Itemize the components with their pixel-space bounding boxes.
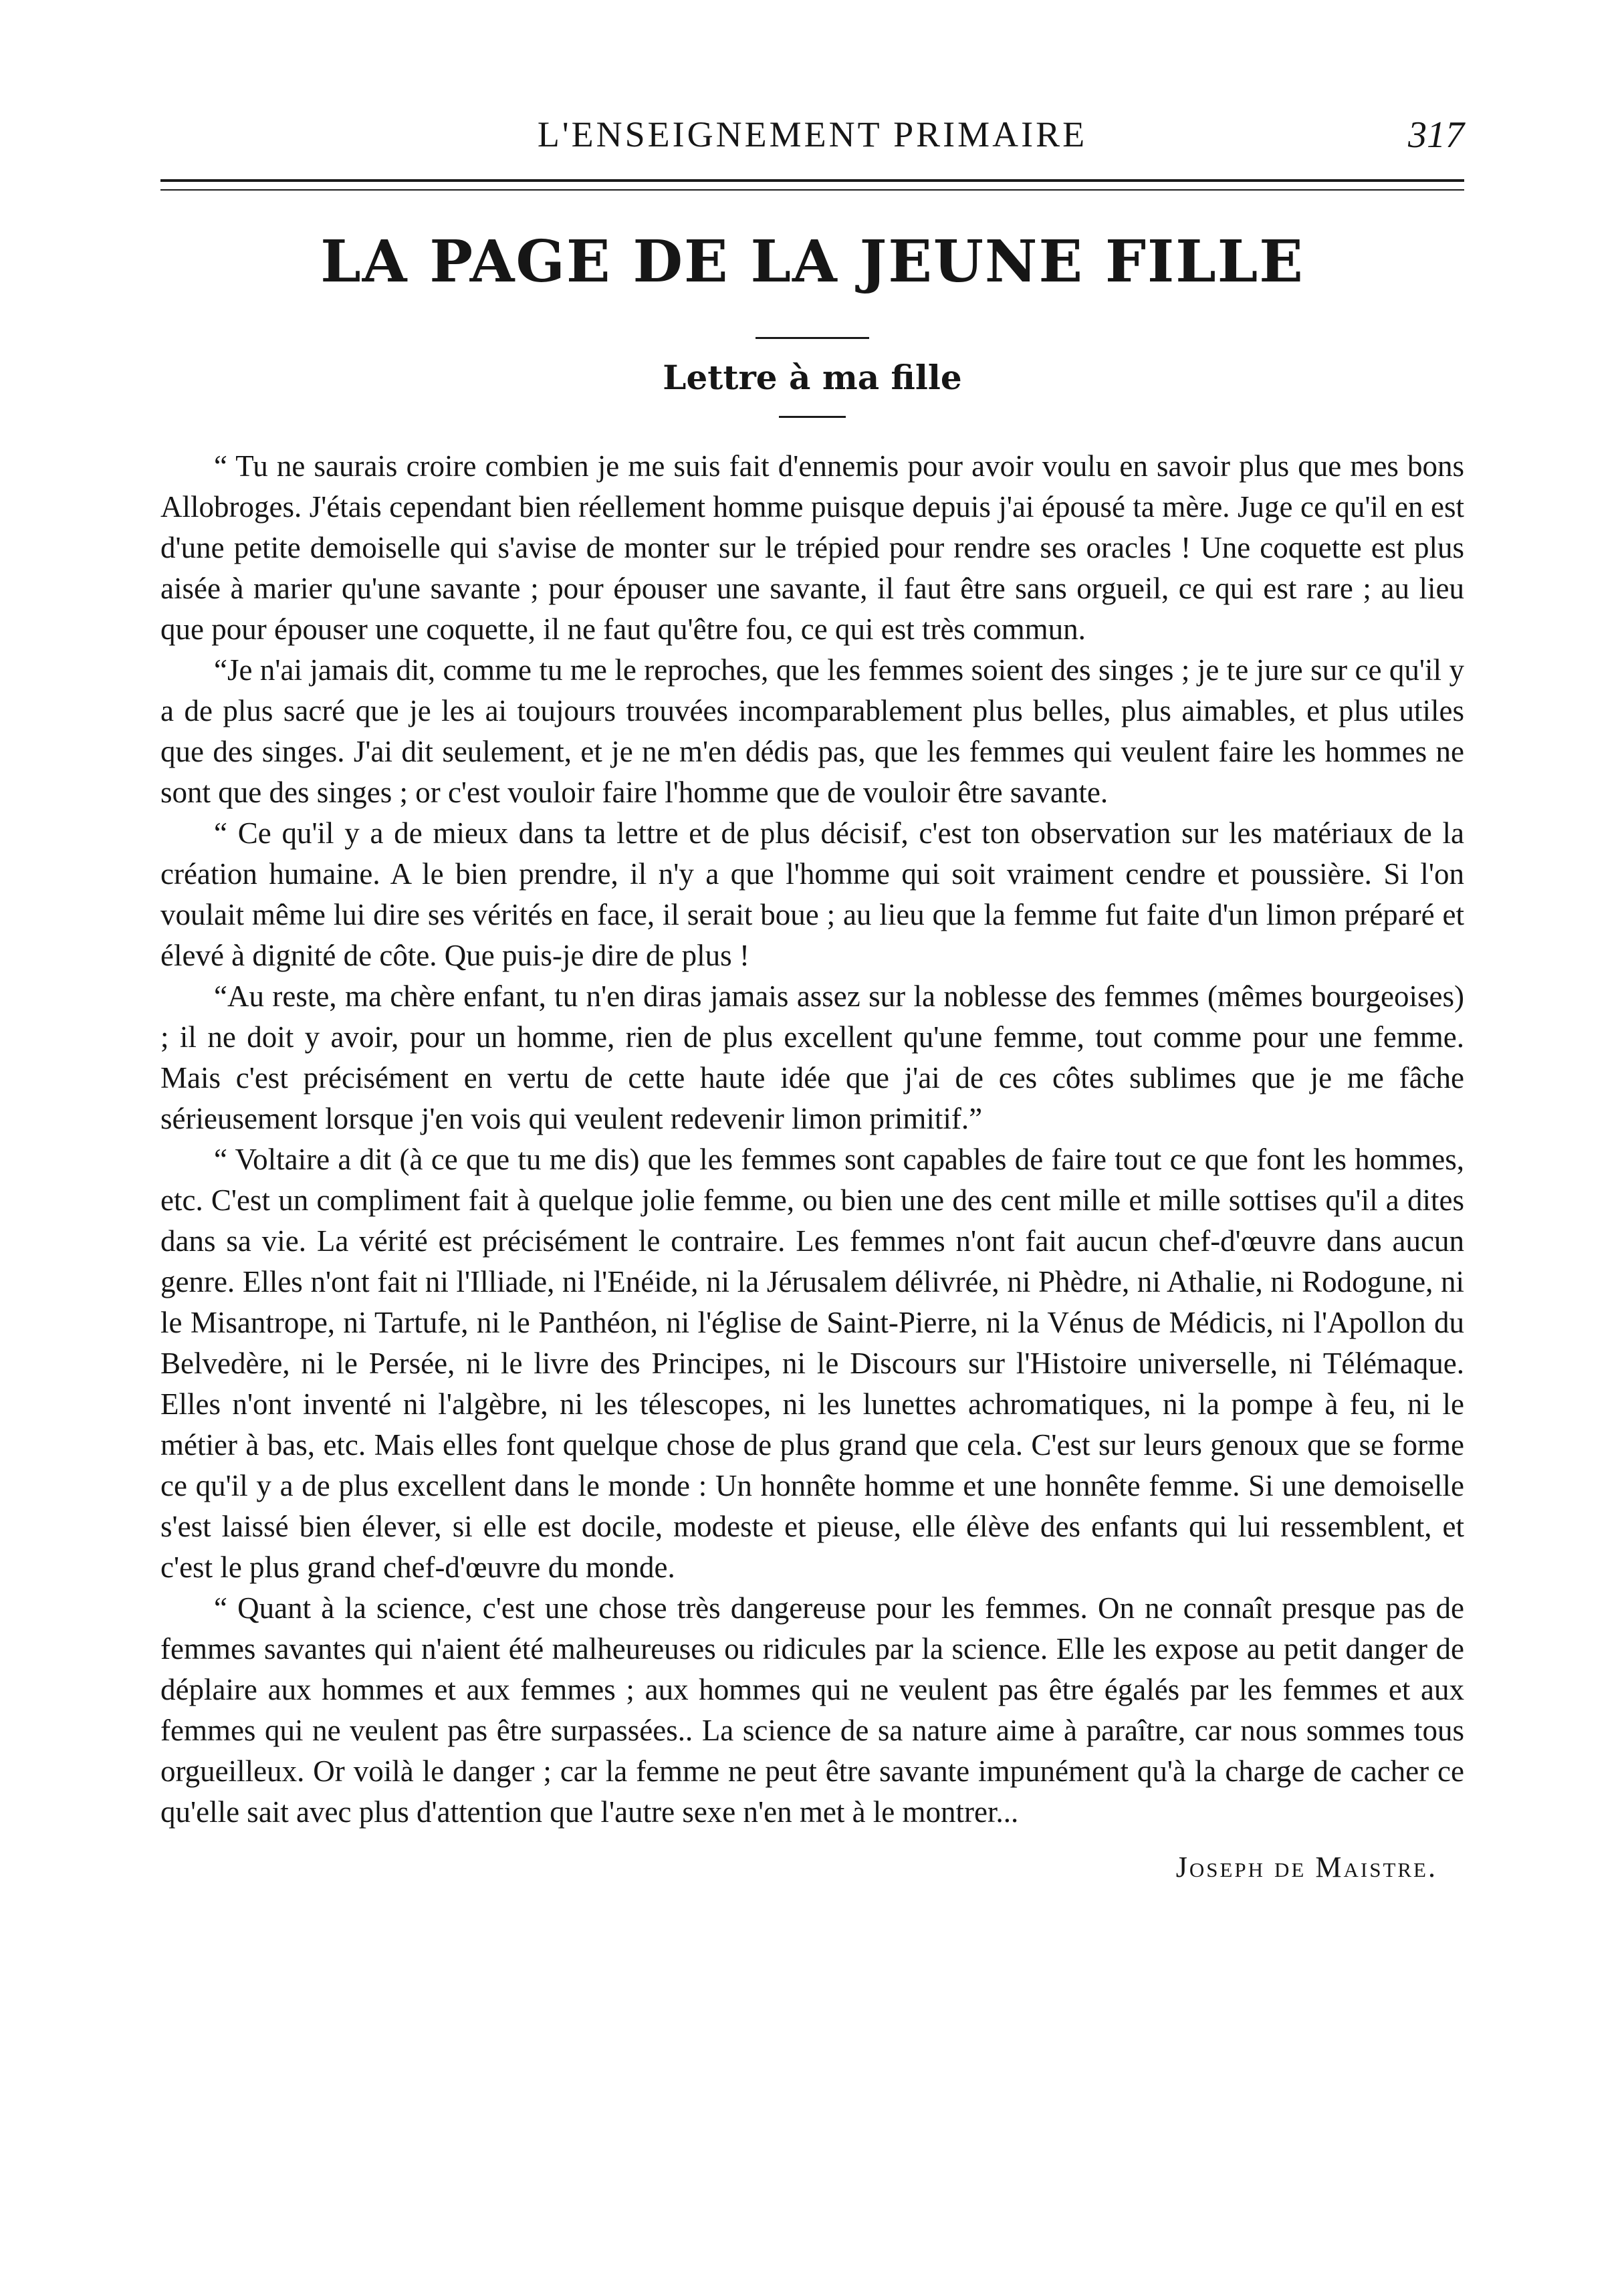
- running-header: [160, 114, 1464, 174]
- paragraph: “Je n'ai jamais dit, comme tu me le reproches, que les femmes soient des singes ; je te jure sur ce qu'il y a de plus sacré que je les ai toujours trouvées incomparablement plus belles, plus aimables, et plus utiles que des singes. J'ai dit seulement, et je ne m'en dédis pas, que les femmes qui veulent faire les hommes ne sont que des singes ; or c'est vouloir faire l'homme que de vouloir être savante.: [160, 653, 1464, 809]
- title-divider: [756, 337, 869, 339]
- header-double-rule: [160, 179, 1464, 191]
- running-title: L'ENSEIGNEMENT PRIMAIRE: [537, 114, 1088, 154]
- subtitle-divider: [779, 416, 846, 418]
- document-page: [160, 114, 1464, 1884]
- article-title: LA PAGE DE LA JEUNE FILLE: [320, 228, 1304, 296]
- paragraph: “ Voltaire a dit (à ce que tu me dis) que les femmes sont capables de faire tout ce que font les hommes, etc. C'est un compliment fait à quelque jolie femme, ou bien une des cent mille et mille sottises qu'il a dites dans sa vie. La vérité est précisément le contraire. Les femmes n'ont fait aucun chef-d'œuvre dans aucun genre. Elles n'ont fait ni l'Illiade, ni l'Enéide, ni la Jérusalem délivrée, ni Phèdre, ni Athalie, ni Rodogune, ni le Misantrope, ni Tartufe, ni le Panthéon, ni l'église de Saint-Pierre, ni la Vénus de Médicis, ni l'Apollon du Belvedère, ni le Persée, ni le livre des Principes, ni le Discours sur l'Histoire universelle, ni Télémaque. Elles n'ont inventé ni l'algèbre, ni les télescopes, ni les lunettes achromatiques, ni la pompe à feu, ni le métier à bas, etc. Mais elles font quelque chose de plus grand que cela. C'est sur leurs genoux que se forme ce qu'il y a de plus excellent dans le monde : Un honnête homme et une honnête femme. Si une demoiselle s'est laissé bien élever, si elle est docile, modeste et pieuse, elle élève des enfants qui lui ressemblent, et c'est le plus grand chef-d'œuvre du monde.: [160, 1143, 1464, 1584]
- article-body: [160, 446, 1464, 1833]
- article-subtitle: Lettre à ma fille: [663, 358, 962, 397]
- paragraph: “ Tu ne saurais croire combien je me suis fait d'ennemis pour avoir voulu en savoir plus que mes bons Allobroges. J'étais cependant bien réellement homme puisque depuis j'ai épousé ta mère. Juge ce qu'il en est d'une petite demoiselle qui s'avise de monter sur le trépied pour rendre ses oracles ! Une coquette est plus aisée à marier qu'une savante ; pour épouser une savante, il faut être sans orgueil, ce qui est rare ; au lieu que pour épouser une coquette, il ne faut qu'être fou, ce qui est très commun.: [160, 449, 1464, 646]
- page-number: 317: [1408, 114, 1464, 156]
- paragraph: “Au reste, ma chère enfant, tu n'en diras jamais assez sur la noblesse des femmes (mêmes bourgeoises) ; il ne doit y avoir, pour un homme, rien de plus excellent qu'une femme, tout comme pour une femme. Mais c'est précisément en vertu de cette haute idée que j'ai de ces côtes sublimes que je me fâche sérieusement lorsque j'en vois qui veulent redevenir limon primitif.”: [160, 980, 1464, 1135]
- paragraph: “ Ce qu'il y a de mieux dans ta lettre et de plus décisif, c'est ton observation sur les matériaux de la création humaine. A le bien prendre, il n'y a que l'homme qui soit vraiment cendre et poussière. Si l'on voulait même lui dire ses vérités en face, il serait boue ; au lieu que la femme fut faite d'un limon préparé et élevé à dignité de côte. Que puis-je dire de plus !: [160, 816, 1464, 972]
- author-signature: Joseph de Maistre.: [1175, 1851, 1437, 1883]
- paragraph: “ Quant à la science, c'est une chose très dangereuse pour les femmes. On ne connaît presque pas de femmes savantes qui n'aient été malheureuses ou ridicules par la science. Elle les expose au petit danger de déplaire aux hommes et aux femmes ; aux hommes qui ne veulent pas être égalés par les femmes et aux femmes qui ne veulent pas être surpassées.. La science de sa nature aime à paraître, car nous sommes tous orgueilleux. Or voilà le danger ; car la femme ne peut être savante impunément qu'à la charge de cacher ce qu'elle sait avec plus d'attention que l'autre sexe n'en met à le montrer...: [160, 1591, 1464, 1829]
